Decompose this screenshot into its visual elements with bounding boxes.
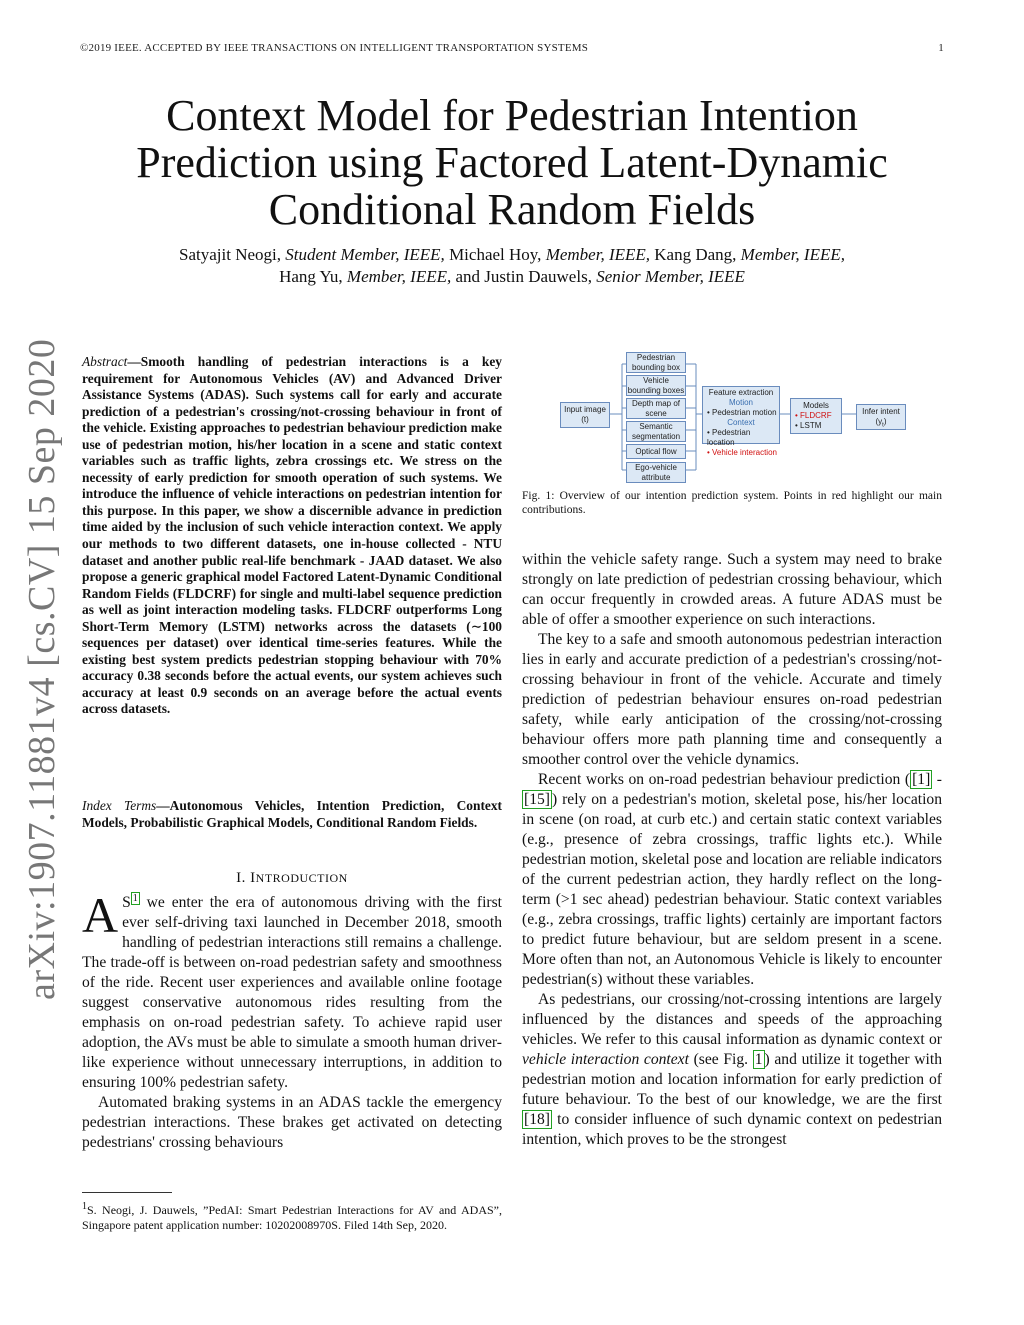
footnote-marker[interactable]: 1 — [132, 892, 138, 904]
right-paragraph-0: within the vehicle safety range. Such a system may need to brake strongly on late prediction of pedestrian crossing behaviour, which can occur frequently in crowded areas. A future ADAS must be able of offer a smoother experience on such interactions. — [522, 551, 942, 628]
model-fldcrf: • FLDCRF — [795, 411, 841, 421]
semantic-segmentation-step: Semantic segmentation — [626, 421, 686, 442]
index-terms-body: —Autonomous Vehicles, Intention Prediction, Context Models, Probabilistic Graphical Models, Conditional Random Fields. — [82, 798, 503, 830]
introduction-text — [82, 887, 502, 1153]
text-span: ) and utilize it together with pedestrian motion and location information for early prediction of future behaviour. To the best of our knowledge, we are the first — [522, 1051, 942, 1108]
header-text: ©2019 IEEE. ACCEPTED BY IEEE TRANSACTIONS ON INTELLIGENT TRANSPORTATION SYSTEMS — [80, 42, 589, 54]
index-terms-label: Index Terms — [82, 798, 157, 813]
intro-start: S — [122, 894, 131, 911]
right-paragraph-3 — [522, 990, 942, 1150]
author-role: Member, IEEE, — [740, 245, 845, 264]
infer-label: Infer intent — [862, 407, 900, 416]
citation-1[interactable]: [1] — [912, 771, 931, 788]
infer-intent-box — [856, 404, 906, 430]
author-name: and Justin Dauwels, — [451, 267, 597, 286]
arxiv-stamp: arXiv:1907.11881v4 [cs.CV] 15 Sep 2020 — [21, 338, 63, 1000]
section-number: I. — [236, 870, 251, 886]
infer-sublabel — [857, 417, 905, 431]
section-title-initial: I — [250, 870, 256, 886]
input-sublabel: (t) — [581, 415, 589, 424]
depth-map-step: Depth map of scene — [626, 398, 686, 419]
optical-flow-step: Optical flow — [626, 444, 686, 459]
models-box — [790, 398, 842, 434]
drop-cap: A — [82, 887, 119, 943]
feature-extraction-box — [702, 386, 780, 457]
models-title: Models — [803, 401, 829, 410]
right-paragraph-1: The key to a safe and smooth autonomous pedestrian interaction lies in early and accurate prediction of a pedestrian's crossing/not-crossing behaviour in front of the vehicle. Accurate and timely prediction of pedestrian behaviour ensures on-road pedestrian safety, while early anticipation of the crossing/not-crossing behaviour offers more path planning time and consequently a smoother control over the vehicle dynamics. — [522, 631, 942, 768]
title-line-3: Conditional Random Fields — [268, 185, 756, 234]
infer-sub-close: ) — [883, 417, 887, 426]
author-name: Satyajit Neogi, — [179, 245, 286, 264]
author-line-2 — [80, 266, 944, 288]
infer-sub-open: (y — [875, 417, 883, 426]
abstract-label: Abstract — [82, 354, 128, 369]
context-heading: Context — [727, 418, 755, 427]
author-name: Michael Hoy, — [444, 245, 546, 264]
section-heading — [82, 870, 502, 887]
footnote — [82, 1203, 502, 1233]
footnote-number: 1 — [82, 1201, 87, 1212]
section-title-rest: NTRODUCTION — [255, 871, 348, 885]
vehicle-box-step: Vehicle bounding boxes — [627, 376, 685, 395]
motion-heading: Motion — [728, 398, 753, 407]
text-span: (see Fig. — [688, 1051, 753, 1068]
author-line-1 — [80, 244, 944, 266]
text-span: As pedestrians, our crossing/not-crossing intentions are largely influenced by the distances and speeds of the approaching vehicles. We refer to this causal information as dynamic context or — [522, 991, 942, 1048]
input-image-box — [560, 402, 610, 428]
author-role: Student Member, IEEE, — [285, 245, 445, 264]
footnote-rule — [82, 1192, 172, 1193]
figure-ref-1[interactable]: 1 — [754, 1051, 763, 1068]
citation-15[interactable]: [15] — [524, 791, 550, 808]
paper-title — [80, 92, 944, 233]
abstract — [82, 354, 502, 718]
text-span: Recent works on on-road pedestrian behaviour prediction ( — [538, 771, 911, 788]
abstract-body: —Smooth handling of pedestrian interactions is a key requirement for Autonomous Vehicles (AV) and Advanced Driver Assistance Systems (ADAS). Such systems call for early and accurate prediction of a pedestrian's crossing/not-crossing behaviour in front of the vehicle. Existing approaches to pedestrian behaviour prediction make use of pedestrian motion, his/her location in a scene and static context variables such as traffic lights, zebra crossings etc. We stress on the necessity of early prediction for smooth operation of such systems. We introduce the influence of vehicle interactions on pedestrian intention for this purpose. In this paper, we show a discernible advance in prediction time aided by the inclusion of such vehicle interaction context. We apply our methods to two different datasets, one in-house collected - NTU dataset and another public real-life benchmark - JAAD dataset. We also propose a generic graphical model Factored Latent-Dynamic Conditional Random Fields (FLDCRF) for single and multi-label sequence prediction as well as joint interaction modeling tasks. FLDCRF outperforms Long Short-Term Memory (LSTM) networks across the datasets (∼100 sequences per dataset) over identical time-series features. While the existing best system predicts pedestrian stopping behaviour with 70% accuracy 0.38 seconds before the actual events, our system achieves such accuracy at least 0.9 seconds on an average before the actual events across datasets. — [82, 354, 502, 717]
intro-paragraph-1 — [82, 887, 502, 1093]
right-column-text — [522, 550, 942, 1150]
text-span: ) rely on a pedestrian's motion, skeletal pose, his/her location in scene (on road, at curb etc.) and certain static context variables (e.g., presence of zebra crossings, traffic lights etc.). While pedestrian motion, skeletal pose and location are reliable indicators of the current pedestrian action, they hardly reflect on the long-term (>1 sec ahead) pedestrian behaviour. Static context variables (e.g., zebra crossings, traffic lights) certainly are important factors to predict future behaviour, but are seldom present in a scene. More often than not, an Autonomous Vehicle is likely to encounter pedestrian(s) without these variables. — [522, 791, 942, 988]
figure-caption: Fig. 1: Overview of our intention prediction system. Points in red highlight our main contributions. — [522, 490, 942, 516]
author-name: Hang Yu, — [279, 267, 347, 286]
pedestrian-box-step: Pedestrian bounding box — [626, 352, 686, 373]
running-header — [80, 42, 944, 54]
right-paragraph-2 — [522, 770, 942, 990]
author-role: Member, IEEE, — [545, 245, 651, 264]
infer-sub-index: t — [882, 422, 884, 429]
intro-text: we enter the era of autonomous driving with the first ever self-driving taxi launched in December 2018, smooth handling of pedestrian interactions still remains a challenge. The trade-off is between on-road pedestrian safety and smoothness of the ride. Recent user experiences and available online footage suggest conservative autonomous rides resulting from the emphasis on on-road pedestrian safety. To achieve rapid user adoption, the AVs must be able to simulate a smooth human driver-like experience without unnecessary interruptions, in addition to ensuring 100% pedestrian safety. — [82, 894, 502, 1091]
index-terms — [82, 798, 502, 831]
title-line-2: Prediction using Factored Latent-Dynamic — [136, 138, 888, 187]
text-span: to consider influence of such dynamic context on pedestrian intention, which proves to be the strongest — [522, 1111, 942, 1148]
footnote-text: S. Neogi, J. Dauwels, ”PedAI: Smart Pedestrian Interactions for AV and ADAS”, Singapore patent application number: 10202008970S. Filed 14th Sep, 2020. — [82, 1203, 502, 1232]
context-item-vehicle: • Vehicle interaction — [707, 448, 779, 458]
context-item-location: • Pedestrian location — [707, 428, 779, 448]
model-lstm: • LSTM — [795, 421, 841, 431]
figure-1-diagram — [560, 352, 920, 484]
author-list — [80, 244, 944, 288]
input-label: Input image — [564, 405, 606, 414]
author-name: Kang Dang, — [650, 245, 741, 264]
ego-vehicle-step: Ego-vehicle attribute — [626, 462, 686, 483]
intro-paragraph-2: Automated braking systems in an ADAS tackle the emergency pedestrian interactions. These brakes get activated on detecting pedestrians' crossing behaviours — [82, 1094, 502, 1151]
motion-item: • Pedestrian motion — [707, 408, 779, 418]
author-role: Senior Member, IEEE — [596, 267, 745, 286]
citation-18[interactable]: [18] — [524, 1111, 550, 1128]
feature-title: Feature extraction — [708, 388, 774, 397]
page-number: 1 — [938, 42, 944, 54]
title-line-1: Context Model for Pedestrian Intention — [166, 91, 858, 140]
emphasis-text: vehicle interaction context — [522, 1051, 689, 1068]
author-role: Member, IEEE, — [346, 267, 452, 286]
text-span: - — [932, 771, 942, 788]
